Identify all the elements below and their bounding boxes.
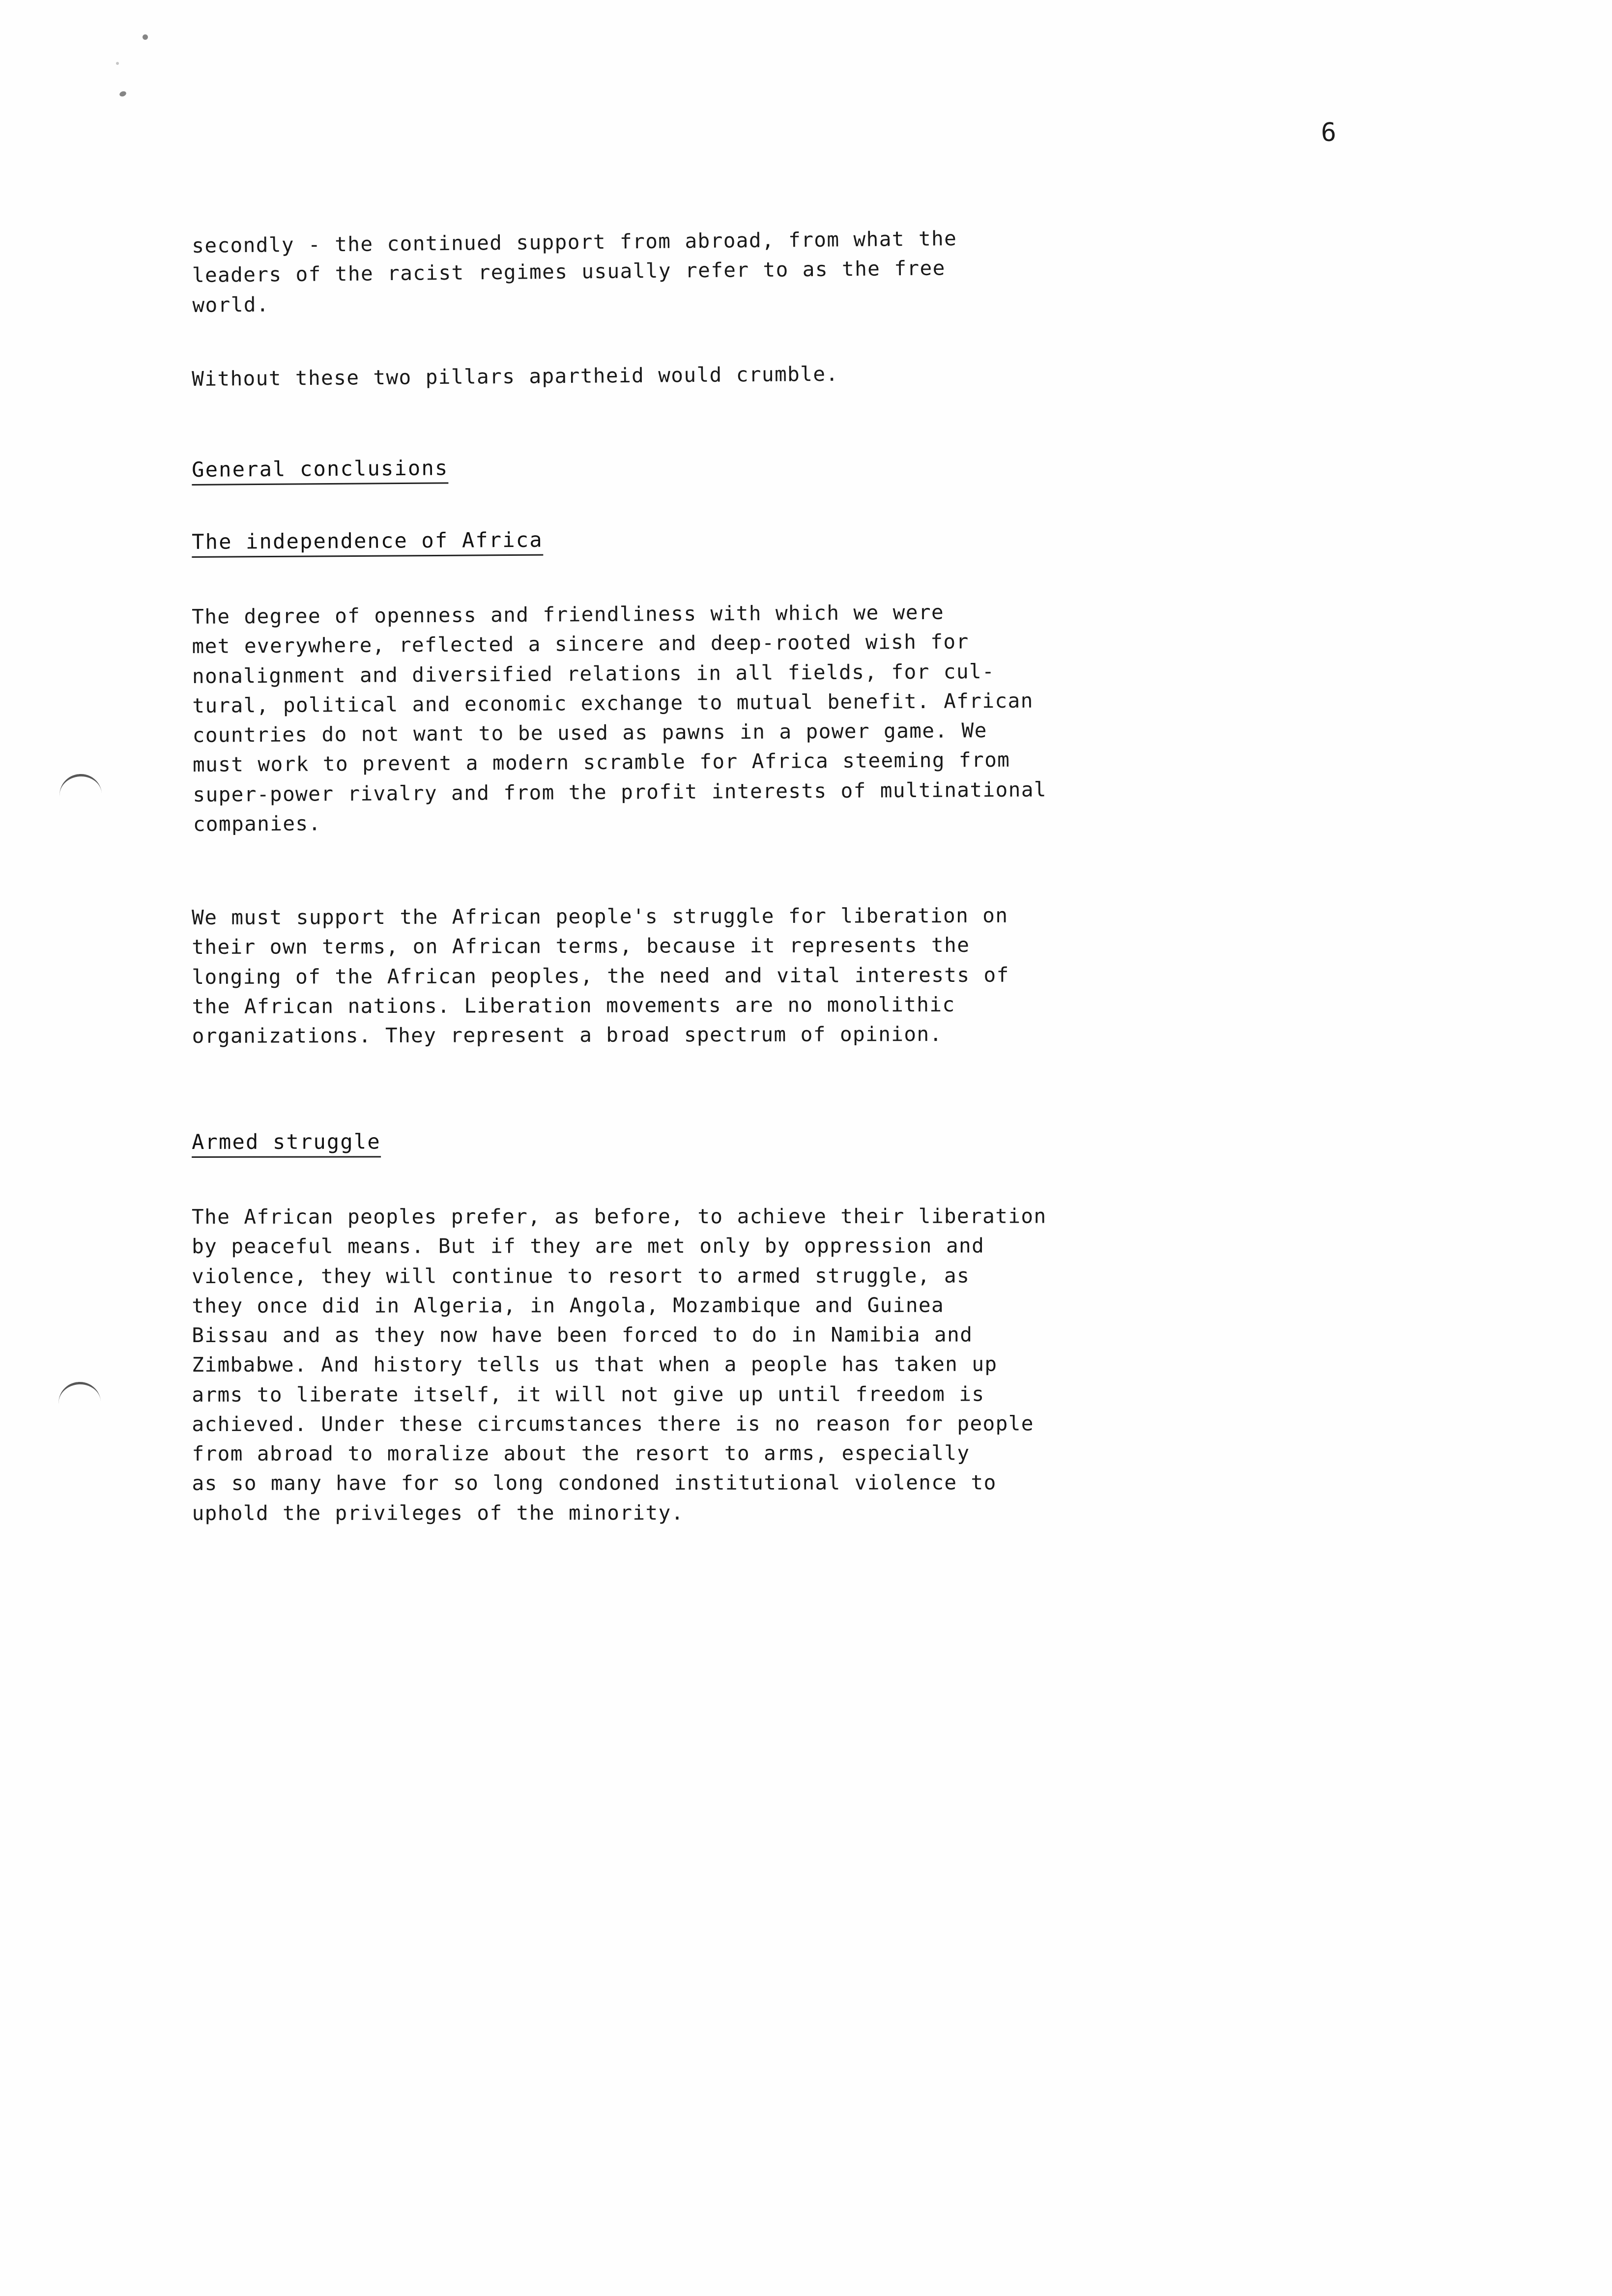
scan-speck-icon bbox=[119, 90, 127, 97]
heading-armed-struggle-block bbox=[192, 1130, 1450, 1158]
paragraph-armed-struggle-block bbox=[192, 1202, 1450, 1528]
margin-mark-icon bbox=[57, 1380, 101, 1408]
scan-speck-icon bbox=[116, 62, 119, 65]
paragraph-support-struggle-block bbox=[192, 903, 1450, 1051]
heading-independence-of-africa: The independence of Africa bbox=[192, 528, 543, 558]
paragraph-openness-block bbox=[192, 602, 1450, 839]
document-body bbox=[192, 227, 1450, 1555]
heading-general-conclusions: General conclusions bbox=[192, 456, 449, 486]
paragraph-secondly: secondly - the continued support from abroad, from what the leaders of the racist regimes usually refer to as the free world. bbox=[192, 227, 957, 317]
paragraph-armed-struggle-body: The African peoples prefer, as before, to achieve their liberation by peaceful means. But if they are met only by oppression and violence, they will continue to resort to armed struggle, as they once did in Algeria, in Angola, Mozambique and Guinea Bissau and as they now have been forced to do in Namibia and Zimbabwe. And history tells us that when a people has taken up arms to liberate itself, it will not give up until freedom is achieved. Under these circumstances there is no reason for people from abroad to moralize about the resort to arms, especially as so many have for so long condoned institutional violence to uphold the privileges of the minority. bbox=[192, 1204, 1047, 1525]
paragraph-pillars-block bbox=[192, 364, 1450, 394]
scan-speck-icon bbox=[143, 34, 148, 40]
page-number: 6 bbox=[1321, 118, 1337, 147]
heading-armed-struggle: Armed struggle bbox=[192, 1129, 381, 1158]
heading-general-conclusions-block bbox=[192, 458, 1450, 486]
paragraph-pillars: Without these two pillars apartheid would crumble. bbox=[192, 362, 839, 391]
paragraph-support-struggle: We must support the African people's struggle for liberation on their own terms, on African terms, because it represents the longing of the African peoples, the need and vital interests of the African nations. Liberation movements are no monolithic organizations. They represent a broad spectrum of opinion. bbox=[192, 903, 1009, 1048]
margin-mark-icon bbox=[58, 773, 102, 801]
paragraph-openness: The degree of openness and friendliness with which we were met everywhere, reflected a sincere and deep-rooted wish for nonalignment and diversified relations in all fields, for cul- tural, political and economic exchange to mutual benefit. African countries do not want to be used as pawns in a power game. We must work to prevent a modern scramble for Africa steeming from super-power rivalry and from the profit interests of multinational companies. bbox=[192, 600, 1047, 836]
heading-independence-of-africa-block bbox=[192, 527, 1450, 558]
paragraph-secondly-block bbox=[192, 227, 1450, 320]
